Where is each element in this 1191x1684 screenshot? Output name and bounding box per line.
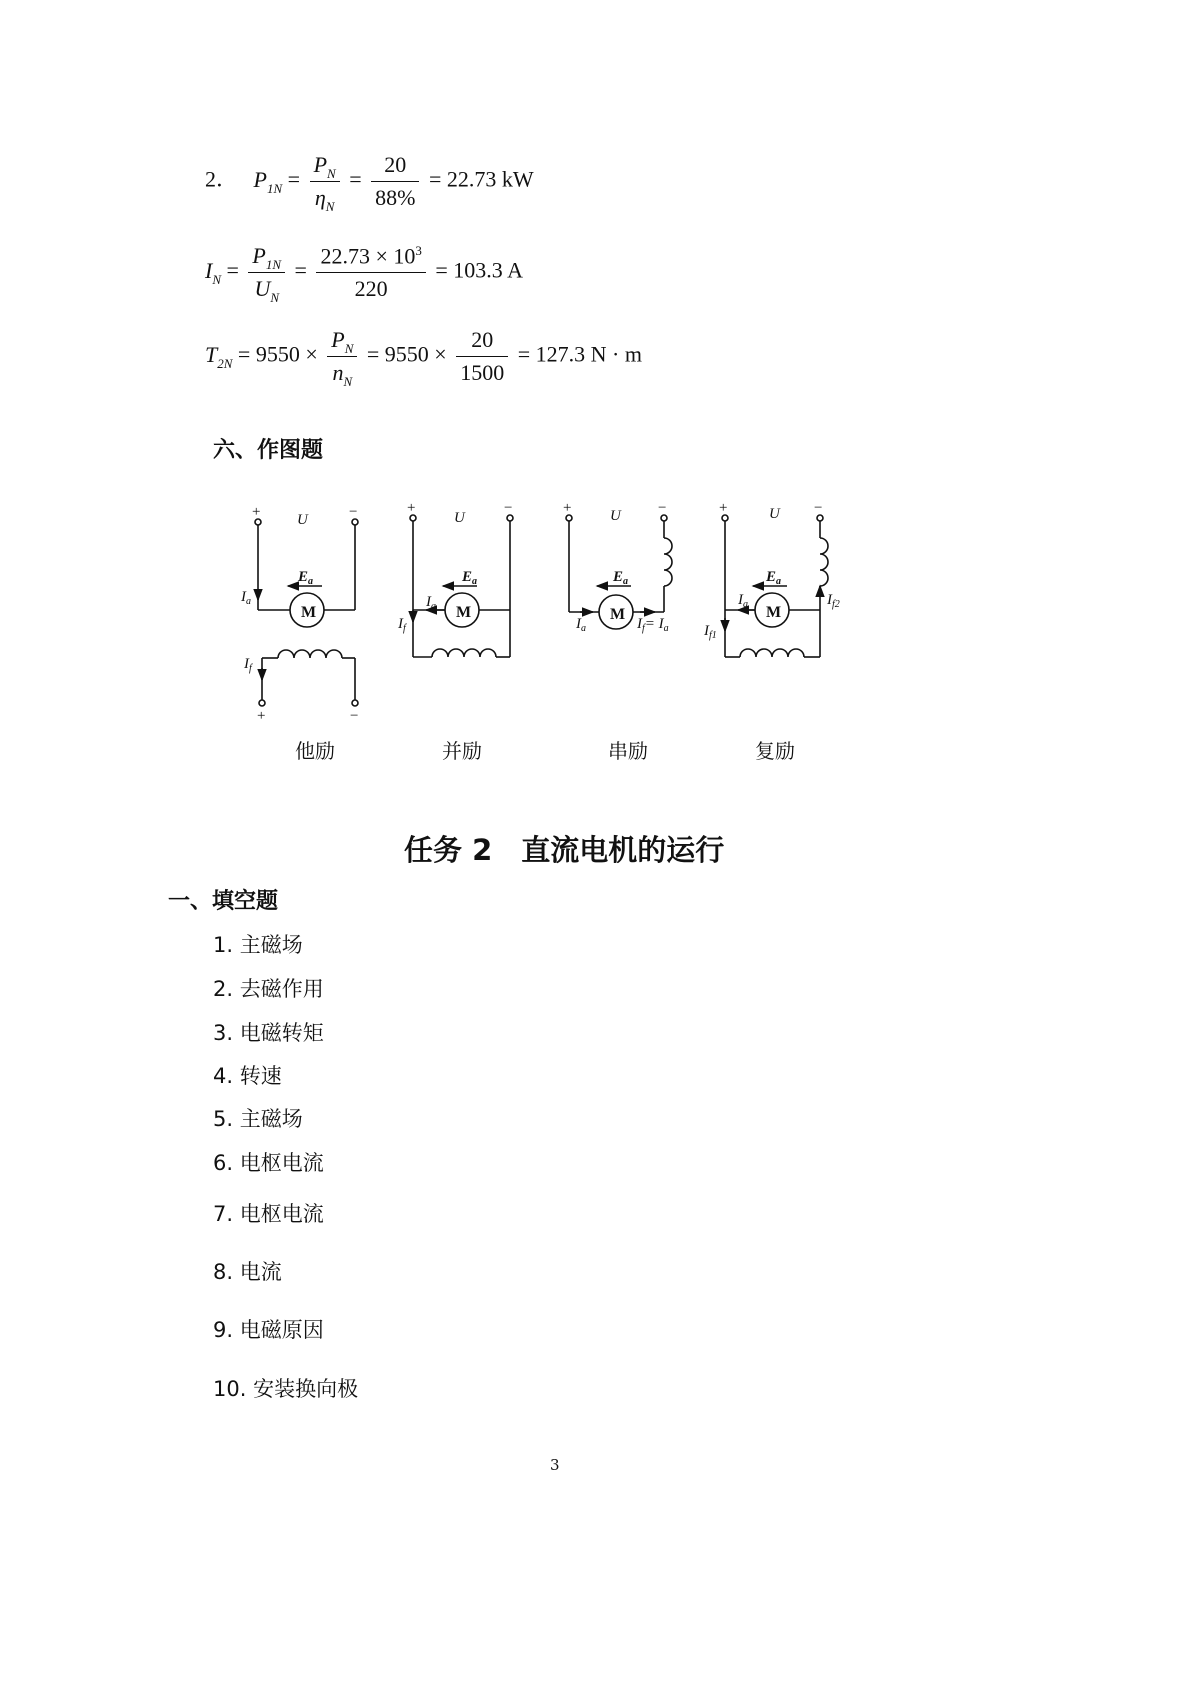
motor-label: M xyxy=(456,604,472,621)
result: = 103.3 A xyxy=(435,257,523,283)
answer-9: 9. 电磁原因 xyxy=(213,1318,324,1342)
emf-label: $E_a$ xyxy=(298,569,314,587)
voltage-label: U xyxy=(610,508,621,524)
answer-7: 7. 电枢电流 xyxy=(213,1202,324,1226)
result: = 127.3 N · m xyxy=(517,341,642,367)
plus-terminal-label: + xyxy=(719,500,728,516)
motor-label: M xyxy=(610,606,626,623)
section-heading-drawing: 六、作图题 xyxy=(213,438,324,463)
plus-terminal-label: + xyxy=(407,500,416,516)
minus-terminal-label: − xyxy=(350,708,359,724)
fraction: $\frac{P_N}{\eta_N}$ xyxy=(310,152,340,211)
task-title: 任务 2 直流电机的运行 xyxy=(404,833,725,867)
field-current-label: $I_f$ xyxy=(398,616,406,634)
plus-terminal-label: + xyxy=(563,500,572,516)
fraction: $\frac{20}{1500}$ xyxy=(456,327,508,386)
result: = 22.73 kW xyxy=(428,166,534,192)
caption-separately-excited: 他励 xyxy=(295,739,335,763)
minus-terminal-label: − xyxy=(814,500,823,516)
fraction: $\frac{22.73 \times 10^3}{220}$ xyxy=(316,243,425,302)
answer-5: 5. 主磁场 xyxy=(213,1107,303,1131)
equation-rated-current: $I_N$ = $\frac{P_{1N}}{U_N}$ = $\frac{22.73 \times 10^3}{220}$ = 103.3 A xyxy=(205,243,523,306)
answer-4: 4. 转速 xyxy=(213,1064,282,1088)
page-number: 3 xyxy=(550,1456,560,1474)
answer-3: 3. 电磁转矩 xyxy=(213,1021,324,1045)
answer-10: 10. 安装换向极 xyxy=(213,1377,359,1401)
series-field-current-label: $I_{f2}$ xyxy=(827,592,840,610)
dc-motor-excitation-diagrams xyxy=(200,500,1100,730)
answer-2: 2. 去磁作用 xyxy=(213,977,324,1001)
armature-current-label: $I_a$ xyxy=(576,616,586,634)
fraction: $\frac{P_N}{n_N}$ xyxy=(327,327,357,386)
voltage-label: U xyxy=(297,512,308,528)
emf-label: $E_a$ xyxy=(462,569,478,587)
voltage-label: U xyxy=(454,510,465,526)
armature-current-label: $I_a$ xyxy=(738,592,748,610)
caption-series-excited: 串励 xyxy=(608,739,648,763)
plus-terminal-label: + xyxy=(252,504,261,520)
diagram-shunt-excited xyxy=(410,515,513,657)
equation-rated-torque: $T_{2N} = 9550$ × $\frac{P_N}{n_N}$ = 9550 × $\frac{20}{1500}$ = 127.3 N · m xyxy=(205,327,642,389)
shunt-field-current-label: $I_{f1}$ xyxy=(704,623,717,641)
diagram-compound-excited xyxy=(722,515,828,657)
series-current-label: $I_f= I_a$ xyxy=(637,616,669,634)
plus-terminal-label: + xyxy=(257,708,266,724)
motor-label: M xyxy=(766,604,782,621)
emf-label: $E_a$ xyxy=(766,569,782,587)
caption-compound-excited: 复励 xyxy=(755,739,795,763)
answer-1: 1. 主磁场 xyxy=(213,933,303,957)
answer-8: 8. 电流 xyxy=(213,1260,282,1284)
voltage-label: U xyxy=(769,506,780,522)
caption-shunt-excited: 并励 xyxy=(442,739,482,763)
minus-terminal-label: − xyxy=(349,504,358,520)
emf-label: $E_a$ xyxy=(613,569,629,587)
equation-efficiency-input-power: 2． $P_{1N}$ = $\frac{P_N}{\eta_N}$ = $\frac{20}{88\%}$ = 22.73 kW xyxy=(205,152,534,214)
motor-label: M xyxy=(301,604,317,621)
question-number: 2． xyxy=(205,166,239,192)
field-current-label: $I_f$ xyxy=(244,656,252,674)
answer-6: 6. 电枢电流 xyxy=(213,1151,324,1175)
fraction: $\frac{P_{1N}}{U_N}$ xyxy=(248,243,285,302)
minus-terminal-label: − xyxy=(658,500,667,516)
armature-current-label: $I_a$ xyxy=(241,589,251,607)
section-heading-fill-blank: 一、填空题 xyxy=(168,889,279,914)
armature-current-label: $I_a$ xyxy=(426,594,436,612)
minus-terminal-label: − xyxy=(504,500,513,516)
fraction: $\frac{20}{88\%}$ xyxy=(371,152,419,211)
